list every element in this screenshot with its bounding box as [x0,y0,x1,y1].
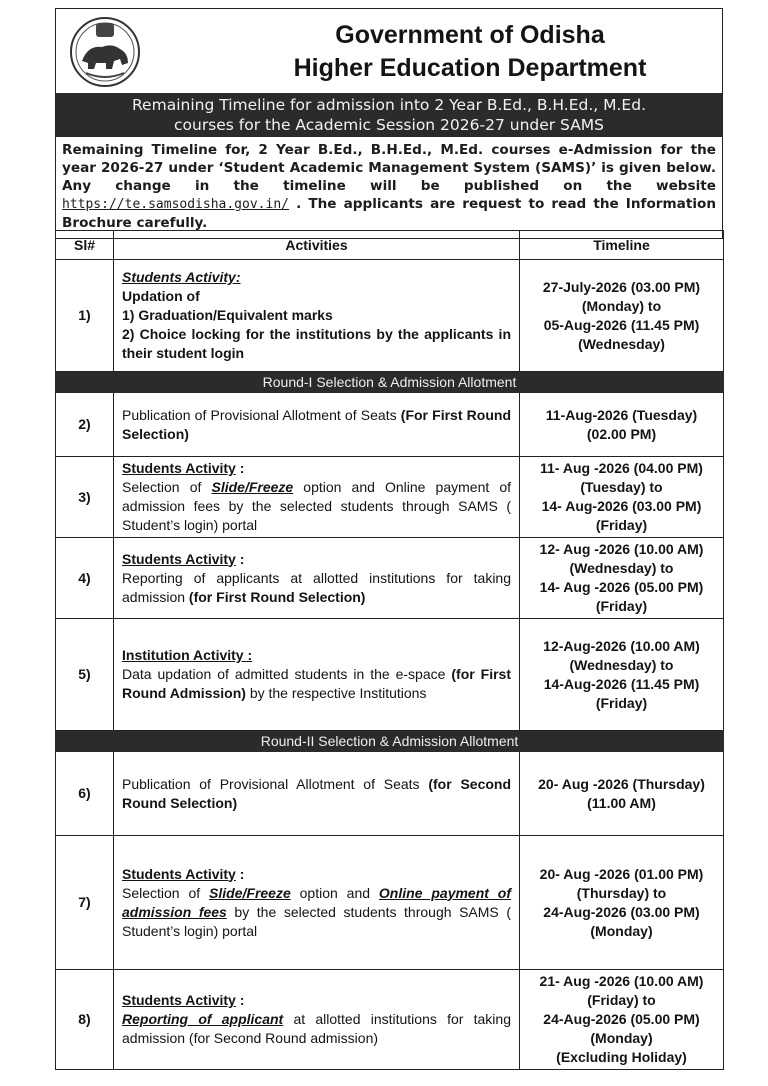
timeline-line: (Friday) [595,598,648,614]
activity-text-bold: (for Second Round Selection) [122,775,512,811]
timeline-line: (Friday) to [587,992,656,1008]
table-row [56,538,724,619]
activity-text: at allotted institutions for taking admission (for Second Round admission) [122,1011,511,1046]
activity-heading: Students Activity [122,992,236,1008]
row-timeline [520,970,724,1070]
row-serial: 6) [56,752,114,836]
odisha-state-emblem-icon [68,15,142,89]
row-activity [114,752,520,836]
table-header-row [56,231,724,260]
timeline-line: (Monday) [590,1030,653,1046]
activity-text: by the respective Institutions [249,685,427,701]
activity-heading: Students Activity [122,460,236,476]
round-2-label: Round-II Selection & Admission Allotment [56,731,724,752]
activity-emphasis: Reporting of applicant [122,1011,284,1027]
activity-emphasis: Slide/Freeze [211,479,294,495]
activity-heading-suffix: : [235,550,245,567]
timeline-line: 20- Aug -2026 (Thursday) [538,775,705,792]
activity-line: 2) Choice locking for the institutions by the applicants in their student login [122,326,511,361]
intro-paragraph [55,137,723,239]
timeline-line: (Monday) [590,922,653,939]
activity-text: Data updation of admitted students in the e-space [122,666,446,682]
website-link[interactable]: https://te.samsodisha.gov.in/ [62,197,289,212]
activity-text-bold: (for First Round Admission) [122,666,511,701]
timeline-line: (11.00 AM) [587,794,656,811]
timeline-line: 11- Aug -2026 (04.00 PM) [540,460,703,476]
timeline-line: 21- Aug -2026 (10.00 AM) [539,973,704,989]
timeline-line: 12- Aug -2026 (10.00 AM) [539,541,704,557]
table-row [56,457,724,538]
activity-heading: Institution Activity : [122,647,253,663]
timeline-line: (Tuesday) to [580,479,663,495]
org-line-department: Higher Education Department [293,54,647,82]
timeline-line: (Monday) to [581,297,662,314]
timeline-line: 14- Aug -2026 (05.00 PM) [539,579,704,595]
activity-heading: Students Activity [122,550,236,567]
timeline-line: 24-Aug-2026 (03.00 PM) [543,903,700,920]
activity-emphasis: Online payment of admission fees [122,884,512,920]
intro-text: Remaining Timeline for, 2 Year B.Ed., B.H.Ed., M.Ed. courses e-Admission for the year 2026-27 under ‘Student Academic Management System (SAMS)’ is given below. Any change in the timeline will be published on the website [62,142,716,194]
header-sl: Sl# [56,231,114,260]
banner-line-2: courses for the Academic Session 2026-27 under SAMS [173,116,605,134]
activity-heading-suffix: : [235,992,245,1008]
row-activity [114,393,520,457]
row-serial: 2) [56,393,114,457]
timeline-table [55,230,724,1070]
timeline-line: 14- Aug-2026 (03.00 PM) [541,498,702,514]
row-serial: 3) [56,457,114,538]
row-timeline [520,619,724,731]
row-timeline [520,260,724,372]
round-1-label: Round-I Selection & Admission Allotment [56,372,724,393]
row-timeline [520,836,724,970]
activity-heading-suffix: : [235,460,245,476]
row-activity [114,836,520,970]
round-2-divider [56,731,724,752]
round-1-divider [56,372,724,393]
timeline-line: (Thursday) to [576,884,667,901]
row-timeline [520,538,724,619]
activity-text: Reporting of applicants at allotted institutions for taking admission [122,569,511,605]
activity-text: option and Online payment of admission fees by the selected students through SAMS ( Student’s login) portal [122,479,512,533]
timeline-line: (Wednesday) to [569,560,674,576]
activity-text: Publication of Provisional Allotment of Seats [122,775,420,792]
activity-line: 1) Graduation/Equivalent marks [122,307,333,323]
row-serial: 1) [56,260,114,372]
row-timeline [520,457,724,538]
timeline-line: (Friday) [595,517,648,533]
row-activity [114,970,520,1070]
table-row [56,836,724,970]
activity-emphasis: Slide/Freeze [209,884,291,901]
row-serial: 5) [56,619,114,731]
organization-name [226,19,714,85]
activity-text-bold: (For First Round Selection) [122,406,512,442]
letterhead [55,8,723,93]
timeline-line: 14-Aug-2026 (11.45 PM) [543,675,700,692]
timeline-line: 05-Aug-2026 (11.45 PM) [543,316,700,333]
activity-text: Selection of [122,479,202,495]
row-activity [114,260,520,372]
org-line-government: Government of Odisha [335,21,605,49]
activity-heading: Students Activity: [122,269,241,285]
timeline-line: 24-Aug-2026 (05.00 PM) [543,1011,700,1027]
row-activity [114,538,520,619]
row-activity [114,457,520,538]
table-row [56,752,724,836]
activity-heading: Students Activity [122,865,236,882]
row-serial: 8) [56,970,114,1070]
row-timeline [520,393,724,457]
table-row [56,619,724,731]
row-timeline [520,752,724,836]
title-banner [55,93,723,137]
activity-text: Selection of [122,884,201,901]
table-row [56,393,724,457]
table-row [56,970,724,1070]
timeline-line: (Wednesday) to [569,656,674,673]
header-timeline: Timeline [520,231,724,260]
activity-text: by the selected students through SAMS ( Student’s login) portal [122,903,511,939]
row-serial: 4) [56,538,114,619]
activity-text: option and [299,884,371,901]
timeline-line: 11-Aug-2026 (Tuesday) [545,406,698,423]
timeline-line: 27-July-2026 (03.00 PM) [542,278,701,295]
timeline-line: (Friday) [595,694,648,711]
row-activity [114,619,520,731]
table-row [56,260,724,372]
activity-text-bold: (for First Round Selection) [188,588,366,605]
banner-line-1: Remaining Timeline for admission into 2 Year B.Ed., B.H.Ed., M.Ed. [131,96,646,114]
timeline-line: 12-Aug-2026 (10.00 AM) [543,637,700,654]
activity-heading-suffix: : [235,865,245,882]
timeline-line: (02.00 PM) [586,425,657,442]
intro-text-end: . The applicants are request to read the Information Brochure carefully. [62,196,717,231]
timeline-line: (Excluding Holiday) [556,1049,687,1065]
timeline-line: (Wednesday) [578,335,665,352]
activity-line: Updation of [122,288,200,304]
timeline-line: 20- Aug -2026 (01.00 PM) [539,865,704,882]
header-activities: Activities [114,231,520,260]
notice-page [55,8,723,239]
activity-text: Publication of Provisional Allotment of Seats [122,406,397,423]
row-serial: 7) [56,836,114,970]
